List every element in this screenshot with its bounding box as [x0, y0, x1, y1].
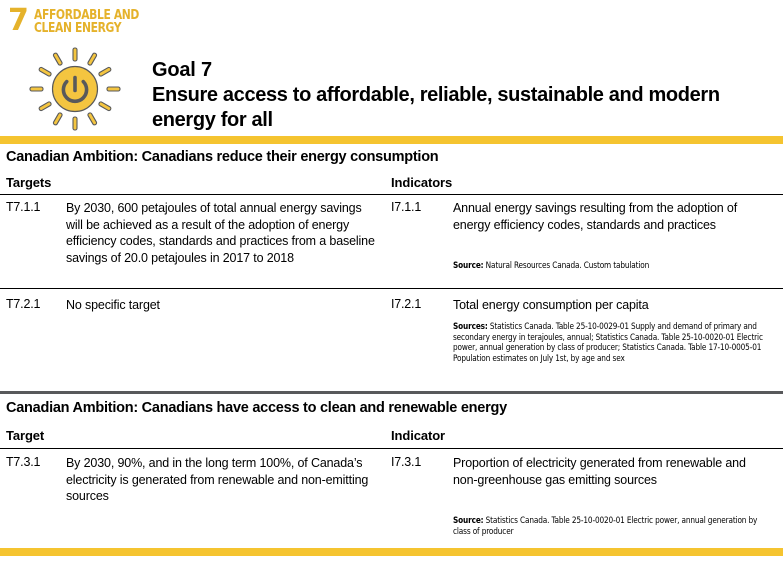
target-text: No specific target: [66, 298, 160, 312]
goal-description: Ensure access to affordable, reliable, sustainable and modern energy for all: [152, 84, 720, 131]
source-text: Statistics Canada. Table 25-10-0029-01 Supply and demand of primary and secondary energy in terajoules, annual; Statistics Canada. Table 25-10-0020-01 Electric power, annual generation by class of producer; Statistics Canada. Table 17-10-0005-01 Population estimates on July 1st, by age and sex: [453, 322, 763, 364]
target-text: By 2030, 600 petajoules of total annual energy savings will be achieved as a result of the adoption of energy efficiency codes, standards and practices from a baseline savings of 20.0 petajoules in 2017 to 2018: [66, 201, 375, 265]
rule-between-rows-1: [0, 288, 783, 289]
indicator-text: Proportion of electricity generated from renewable and non-greenhouse gas emitting sources: [453, 456, 746, 487]
target-code: T7.3.1: [6, 455, 41, 469]
target-code: T7.1.1: [6, 200, 41, 214]
indicator-code: I7.2.1: [391, 297, 422, 311]
source-label: Source:: [453, 516, 484, 526]
column-header-target-2: Target: [6, 428, 45, 443]
indicator-text: Total energy consumption per capita: [453, 298, 649, 312]
sdg-goal-number: 7: [8, 3, 28, 38]
page-title: Goal 7: [152, 59, 212, 81]
indicator-source: [453, 261, 771, 272]
source-label: Sources:: [453, 322, 488, 332]
target-code: T7.2.1: [6, 297, 41, 311]
goal-heading-block: [152, 58, 762, 133]
indicator-source: [453, 516, 771, 537]
column-header-indicator-2: Indicator: [391, 428, 445, 443]
sdg-badge: [0, 0, 148, 44]
sdg-badge-line1: AFFORDABLE AND: [33, 8, 139, 23]
ambition-heading-1: Canadian Ambition: Canadians reduce their energy consumption: [6, 149, 439, 165]
rule-under-column-headers-1: [0, 194, 783, 195]
column-header-indicators-1: Indicators: [391, 175, 453, 190]
rule-under-column-headers-2: [0, 448, 783, 449]
sdg-badge-words: [34, 9, 148, 35]
source-text: Statistics Canada. Table 25-10-0020-01 Electric power, annual generation by class of producer: [453, 516, 758, 537]
indicator-text: Annual energy savings resulting from the adoption of energy efficiency codes, standards and practices: [453, 201, 738, 232]
source-text: Natural Resources Canada. Custom tabulation: [483, 261, 650, 271]
column-header-targets-1: Targets: [6, 175, 52, 190]
ambition-heading-2: Canadian Ambition: Canadians have access to clean and renewable energy: [6, 400, 507, 416]
section-divider-rule: [0, 391, 783, 394]
accent-bar-bottom: [0, 548, 783, 556]
sun-power-icon: [28, 46, 122, 132]
indicator-code: I7.3.1: [391, 455, 422, 469]
target-text: By 2030, 90%, and in the long term 100%, of Canada’s electricity is generated from renewable and non-emitting sources: [66, 456, 369, 503]
sdg-badge-line2: CLEAN ENERGY: [33, 21, 122, 36]
indicator-source: [453, 322, 773, 364]
indicator-code: I7.1.1: [391, 200, 422, 214]
accent-bar-top: [0, 136, 783, 144]
source-label: Source:: [453, 261, 484, 271]
